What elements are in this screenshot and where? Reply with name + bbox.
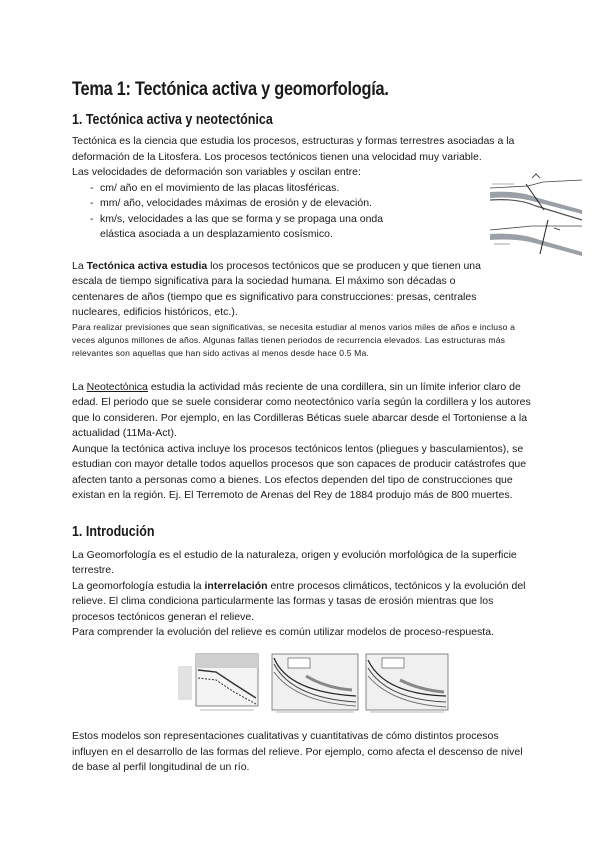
text-span: los procesos tectónicos que se producen y que tienen una escala de tiempo significativa para la sociedad humana. El máximo son décadas o centenares de años (tiempo que es significativo para construcciones: presas, centrales nucleares, edificios históricos, etc.). [72,259,481,318]
paragraph-modelos: Estos modelos son representaciones cualitativas y cuantitativas de cómo distintos procesos influyen en el desarrollo de las formas del relieve. Por ejemplo, como afecta el descenso de nivel de base al perfil longitudinal de un río. [72,730,523,773]
page-title: Tema 1: Tectónica activa y geomorfología. [72,79,389,100]
bold-term-tectonica-activa: Tectónica activa estudia [86,259,208,272]
paragraph-small-note: Para realizar previsiones que sean significativas, se necesita estudiar al menos varios miles de años e incluso a veces algunos millones de años. Algunas fallas tienen periodos de recurrencia elevados. Las estructuras más relevantes son aquellas que han sido activas al menos desde hace 0.5 Ma. [72,321,516,358]
list-item: - km/s, velocidades a las que se forma y se propaga una onda elástica asociada a un desplazamiento cosísmico. [72,212,412,243]
section-heading-introduccion: 1. Introdución [72,523,155,540]
list-item: - mm/ año, velocidades máximas de erosión y de elevación. [72,196,412,212]
paragraph-tectonica-definition: Tectónica es la ciencia que estudia los procesos, estructuras y formas terrestres asociadas a la deformación de la Litosfera. Los procesos tectónicos tienen una velocidad muy variable. [72,135,515,163]
model-panel-3 [366,654,448,712]
list-item: - cm/ año en el movimiento de las placas litosféricas. [72,181,412,197]
model-panel-2 [272,654,358,712]
text-span: entre procesos climáticos, tectónicos y la evolución del relieve. El clima condiciona particularmente las formas y tasas de erosión mientras que los procesos tectónicos generan el relieve. [72,579,526,623]
paragraph-geomorfologia-definition: La Geomorfología es el estudio de la naturaleza, origen y evolución morfológica de la superficie terrestre. [72,548,517,576]
text-span: La [72,380,87,393]
bold-term-interrelacion: interrelación [204,579,268,592]
text-span: La geomorfología estudia la [72,579,205,592]
paragraph-aunque: Aunque la tectónica activa incluye los procesos tectónicos lentos (pliegues y basculamientos), se estudian con mayor detalle todos aquellos procesos que son capaces de producir catástrofes que afecten tanto a personas como a bienes. Los efectos dependen del tipo de construcciones que existan en la región. Ej. El Terremoto de Arenas del Rey de 1884 produjo más de 800 muertes. [72,442,527,501]
document-page [72,78,532,641]
closing-section [72,729,532,776]
underlined-term-neotectonica: Neotectónica [86,380,148,393]
paragraph-interrelacion [72,579,532,626]
process-response-models-figure [176,652,451,716]
paragraph-rates-intro: Las velocidades de deformación son variables y oscilan entre: [72,166,361,178]
text-span: estudia la actividad más reciente de una cordillera, sin un límite inferior claro de edad. El periodo que se suele considerar como neotectónico varía según la cordillera y los autores que lo consideren. Por ejemplo, en las Cordilleras Béticas suele abarcar desde el Tortoniense a la actualidad (11Ma-Act). [72,380,531,439]
section-heading-tectonica: 1. Tectónica activa y neotectónica [72,112,273,128]
paragraph-proceso-respuesta: Para comprender la evolución del relieve es común utilizar modelos de proceso-respuesta. [72,626,494,638]
paragraph-tectonica-activa [72,259,492,321]
text-span: La [72,259,87,272]
rates-list [72,181,412,243]
fault-diagram-figure [488,170,584,258]
paragraph-neotectonica [72,380,532,442]
